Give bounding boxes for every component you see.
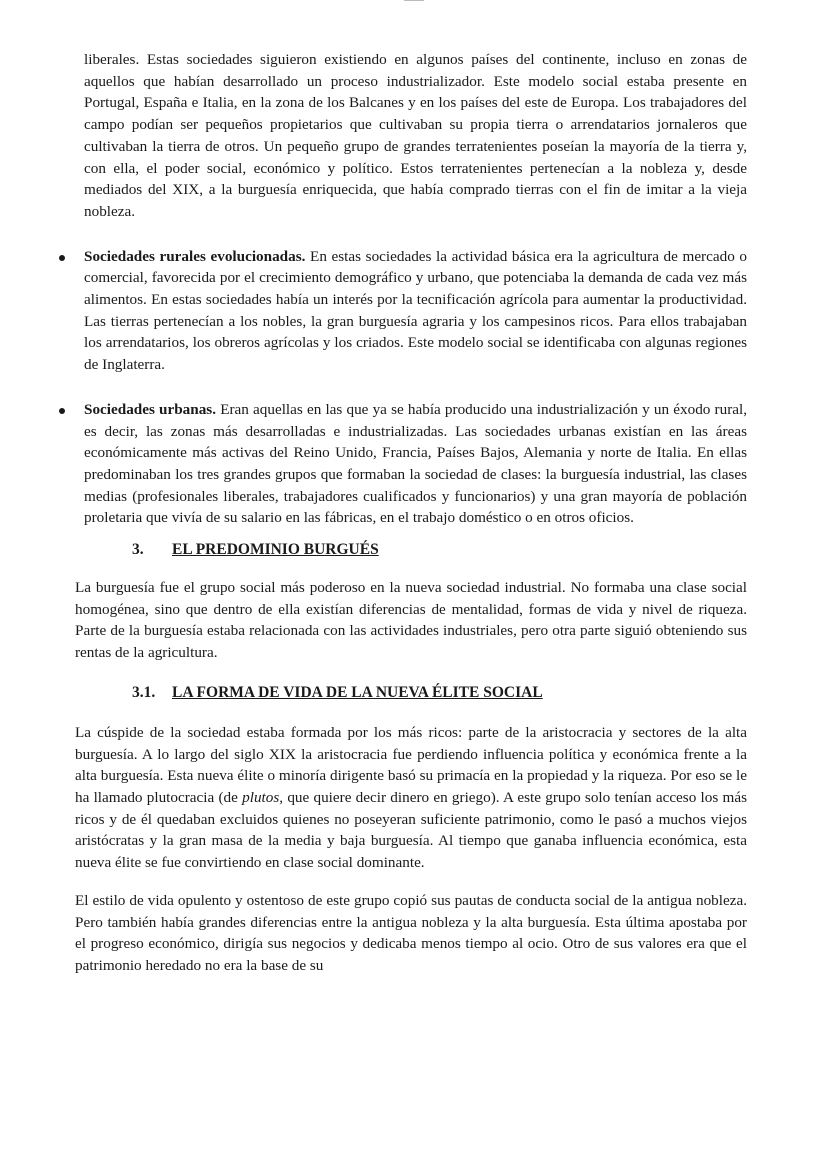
section-number: 3. [132,541,144,559]
list-item [75,399,747,529]
society-types-list [75,246,747,529]
section-3-1-paragraph-1 [75,722,747,874]
bullet-icon [59,255,65,261]
section-title: EL PREDOMINIO BURGUÉS [172,541,379,559]
bullet-title: Sociedades urbanas. [84,400,217,418]
section-title: LA FORMA DE VIDA DE LA NUEVA ÉLITE SOCIAL [172,683,543,701]
paragraph-text: , que quiere decir dinero en griego). A este grupo solo tenían acceso los más ricos y de él quedaban excluidos quienes no poseyeran suficiente patrimonio, como le pasó a muchos viejos aristócratas y la gran masa de la media y baja burguesía. Al tiempo que ganaba influencia económica, esta nueva élite se fue convirtiendo en clase social dominante. [75,788,747,872]
intro-paragraph: liberales. Estas sociedades siguieron existiendo en algunos países del continente, incluso en zonas de aquellos que habían desarrollado un proceso industrializador. Este modelo social estaba presente en Portugal, España e Italia, en la zona de los Balcanes y en los países del este de Europa. Los trabajadores del campo podían ser pequeños propietarios que cultivaban su propia tierra o arrendatarios jornaleros que cultivaban la tierra de otros. Un pequeño grupo de grandes terratenientes poseían la mayoría de la tierra y, con ella, el poder social, económico y político. Estos terratenientes pertenecían a la nobleza y, desde mediados del XIX, a la burguesía enriquecida, que había comprado tierras con el fin de imitar a la vieja nobleza. [84,51,747,220]
bullet-paragraph [84,246,747,376]
bullet-title: Sociedades rurales evolucionadas. [84,247,306,265]
list-item [75,246,747,376]
section-3-heading [75,539,747,561]
paragraph-text: La cúspide de la sociedad estaba formada por los más ricos: parte de la aristocracia y sectores de la alta burguesía. A lo largo del siglo XIX la aristocracia fue perdiendo influencia política y económica frente a la alta burguesía. Esta nueva élite o minoría dirigente basó su primacía en la propiedad y la riqueza. Por eso se le ha llamado plutocracia (de [75,723,747,806]
bullet-body: Eran aquellas en las que ya se había producido una industrialización y un éxodo rural, es decir, las zonas más desarrolladas e industrializadas. Las sociedades urbanas existían en las áreas económicamente más activas del Reino Unido, Francia, Países Bajos, Alemania y norte de Italia. En ellas predominaban los tres grandes grupos que formaban la sociedad de clases: la burguesía industrial, las clases medias (profesionales liberales, trabajadores cualificados y funcionarios) y una gran mayoría de población proletaria que vivía de su salario en las fábricas, en el trabajo doméstico o en otros oficios. [84,400,748,527]
section-3-paragraph: La burguesía fue el grupo social más poderoso en la nueva sociedad industrial. No formaba una clase social homogénea, sino que dentro de ella existían diferencias de mentalidad, formas de vida y nivel de riqueza. Parte de la burguesía estaba relacionada con las actividades industriales, pero otra parte siguió obteniendo sus rentas de la agricultura. [75,579,747,662]
section-number: 3.1. [132,683,156,701]
page-top-mark [404,0,424,1]
italic-term: plutos [242,788,280,806]
section-3-1-paragraph-2: El estilo de vida opulento y ostentoso de este grupo copió sus pautas de conducta social de la antigua nobleza. Pero también había grandes diferencias entre la antigua nobleza y la alta burguesía. Esta última apostaba por el progreso económico, dirigía sus negocios y dedicaba menos tiempo al ocio. Otro de sus valores era que el patrimonio heredado no era la base de su [75,891,747,974]
document-page [75,49,747,977]
bullet-icon [59,408,65,414]
bullet-body: En estas sociedades la actividad básica era la agricultura de mercado o comercial, favorecida por el crecimiento demográfico y urbano, que potenciaba la demanda de cada vez más alimentos. En estas sociedades había un interés por la tecnificación agrícola para aumentar la productividad. Las tierras pertenecían a los nobles, la gran burguesía agraria y los campesinos ricos. Para ellos trabajaban los arrendatarios, los obreros agrícolas y los criados. Este modelo social se identificaba con algunas regiones de Inglaterra. [84,247,747,374]
bullet-paragraph [84,399,747,529]
section-3-1-heading [75,682,747,704]
